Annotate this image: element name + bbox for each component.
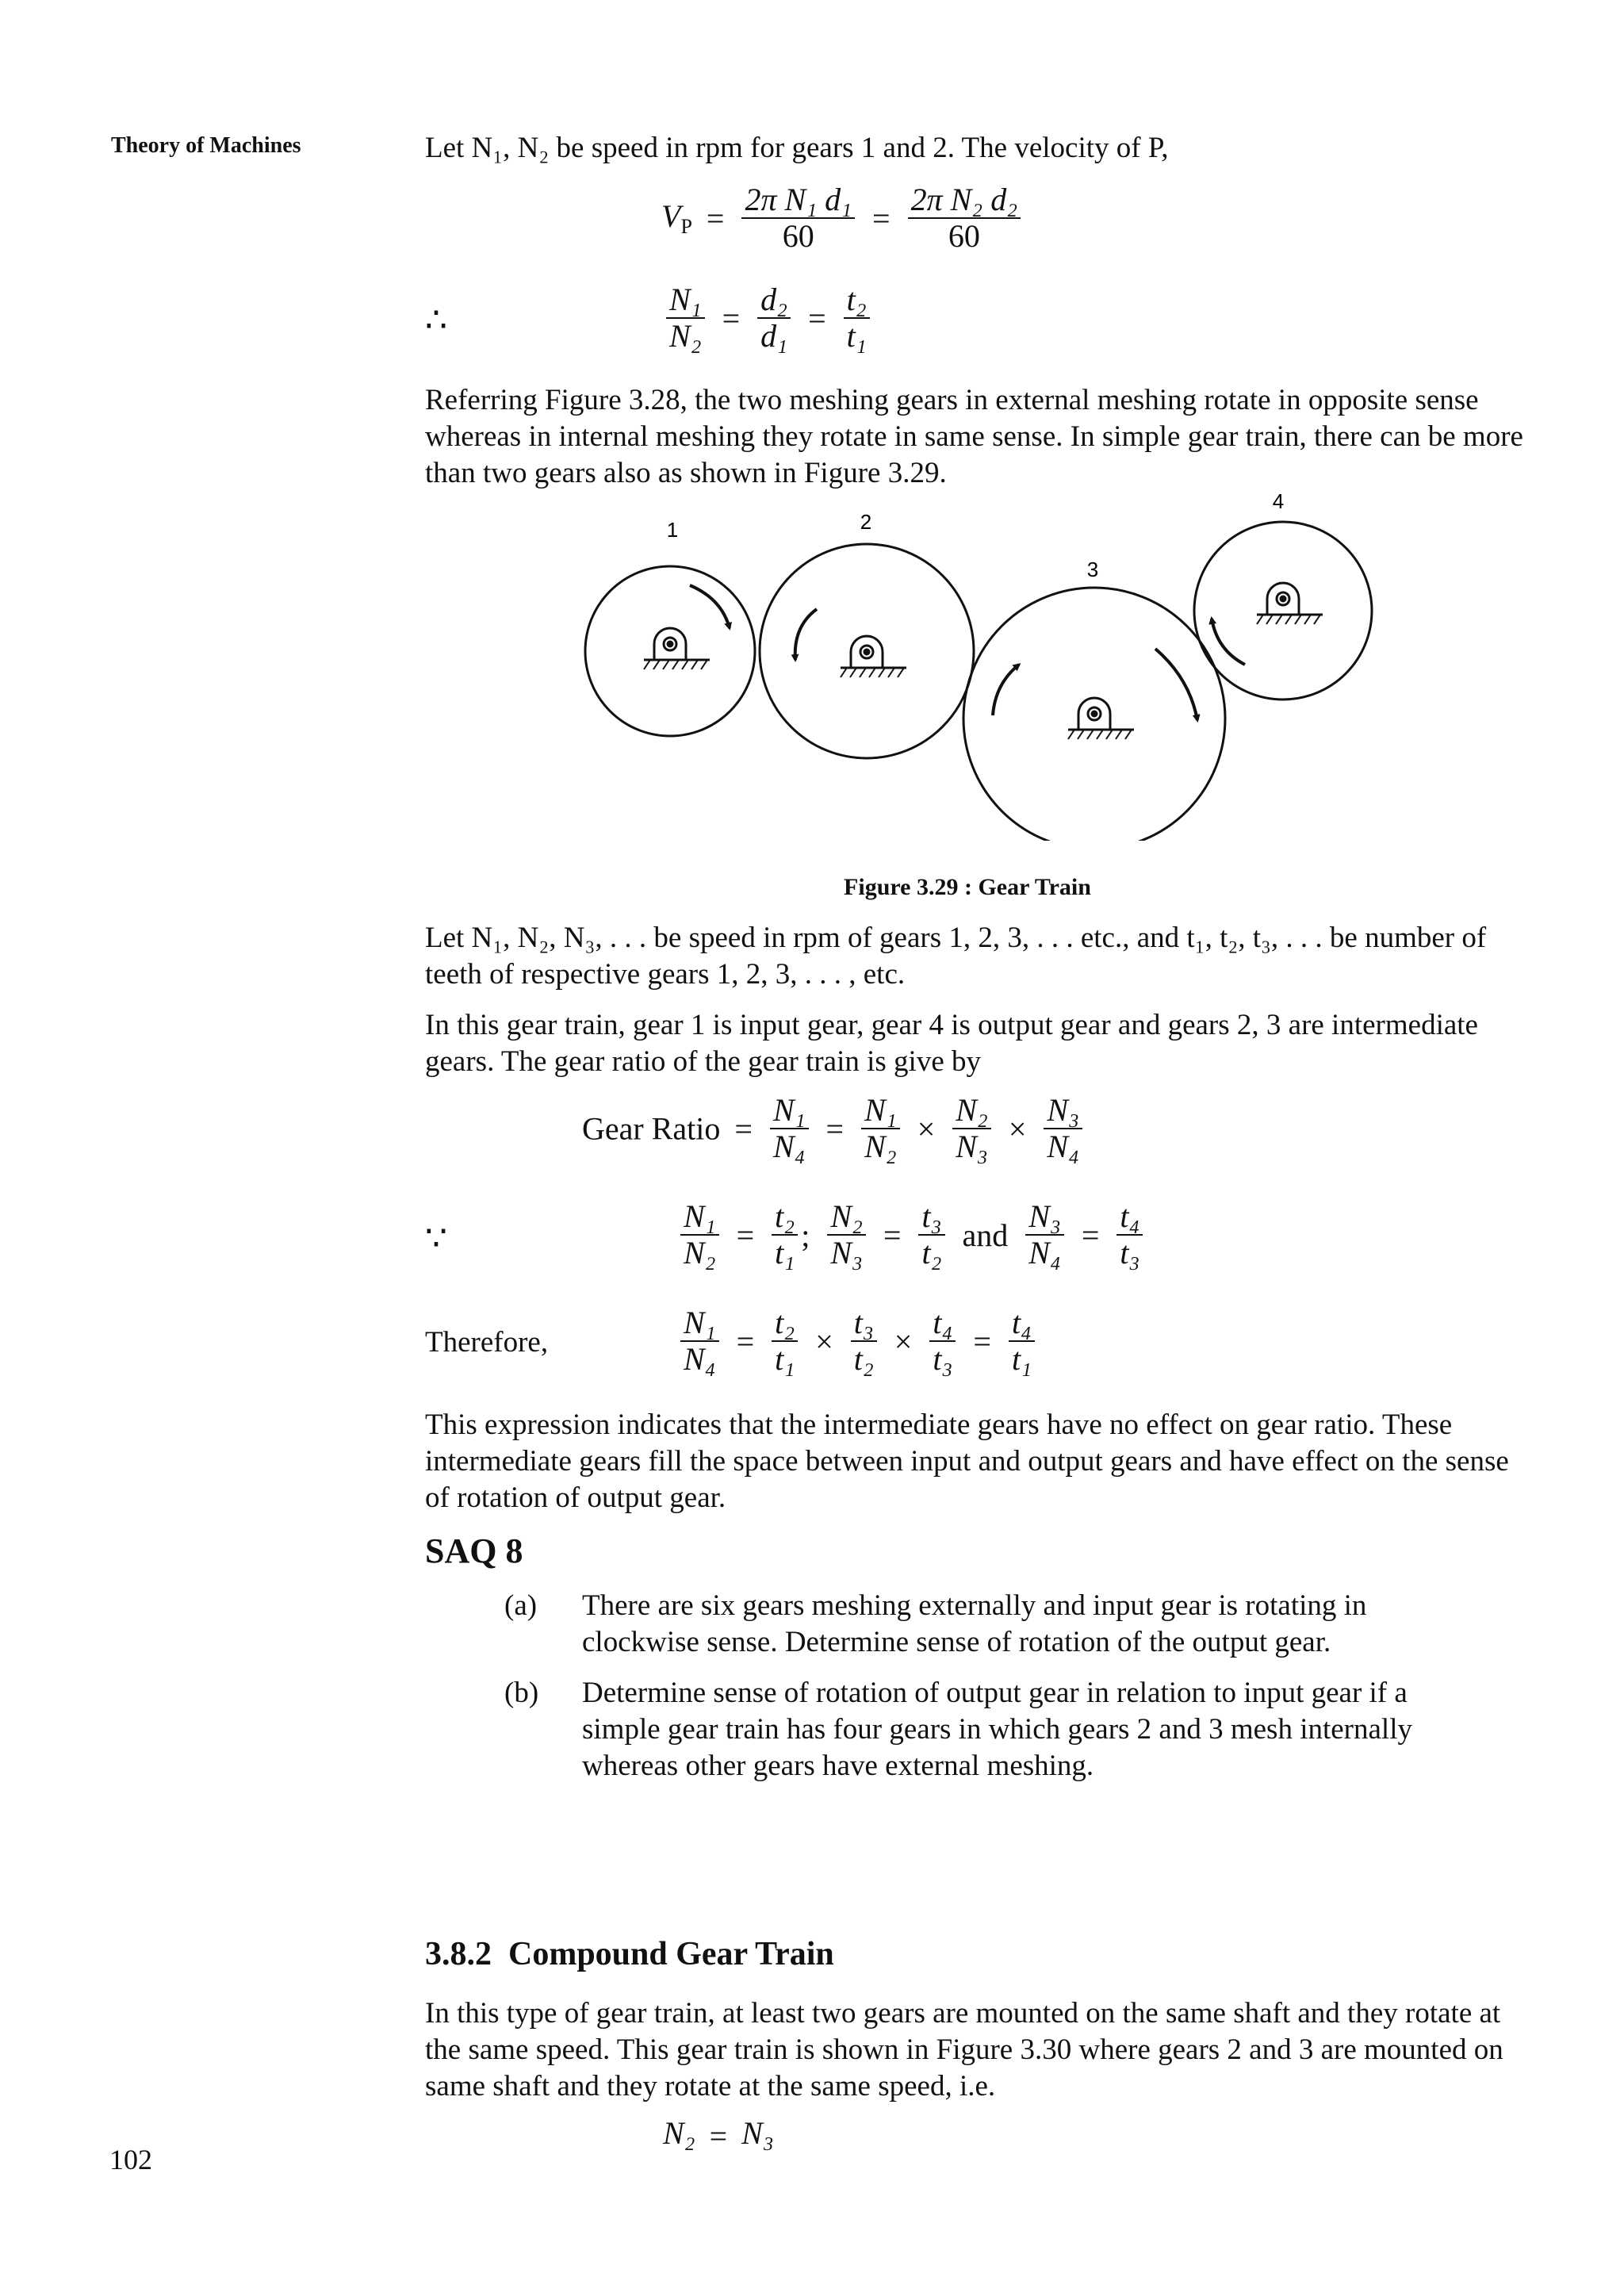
vp-subscript: P: [680, 215, 692, 238]
ratio-n1: N₁: [666, 282, 705, 319]
gr-f4-num: N₃: [1044, 1093, 1082, 1129]
th-b-num: t₂: [772, 1305, 798, 1342]
gear-label-2: 2: [860, 510, 872, 534]
intro-text: Let N₁, N₂ be speed in rpm for gears 1 and 2. The velocity of P,: [425, 132, 1169, 164]
vp-frac2-num: 2π N₂ d₂: [908, 182, 1021, 219]
saq-title: SAQ 8: [425, 1531, 523, 1570]
velocity-equation: $V_P$ = $\frac{\text{2π N₁ d₁}}{60}$ = $\frac{\text{2π N₂ d₂}}{60}$: [661, 182, 1024, 254]
since-f-den: t₃: [1120, 1235, 1140, 1271]
gear-ratio-label: Gear Ratio: [582, 1110, 721, 1147]
ratio-d2: d₂: [757, 282, 791, 319]
th-d-num: t₄: [929, 1305, 956, 1342]
since-f-num: t₄: [1116, 1199, 1143, 1236]
page-number: 102: [109, 2144, 152, 2175]
since-equation: $\frac{\text{N₁}}{\text{N₂}}$ = $\frac{\text{t₂}}{\text{t₁}}$ ; $\frac{\text{N₂}}{\text{N₃}}$ = $\frac{\text{t₃}}{\text{t₂}}$ and $\frac{\text{N₃}}{\text{N₄}}$ = $\frac{\text{t₄}}{\text{t₃}}$: [677, 1199, 1146, 1271]
since-b-num: t₂: [772, 1199, 798, 1236]
since-a-num: N₁: [680, 1199, 719, 1236]
paragraph-notation: Let N₁, N₂, N₃, . . . be speed in rpm of gears 1, 2, 3, . . . etc., and t₁, t₂, t₃, . . . be number of teeth of respective gears 1, 2, 3, . . . , etc.: [425, 922, 1487, 991]
gr-f4-den: N₄: [1047, 1129, 1079, 1164]
ratio-d1: d₁: [760, 318, 788, 354]
th-c-den: t₂: [853, 1341, 874, 1377]
ratio-equation: $\frac{\text{N₁}}{\text{N₂}}$ = $\frac{\text{d₂}}{\text{d₁}}$ = $\frac{\text{t₂}}{\text{t₁}}$: [663, 282, 873, 354]
gr-f3-den: N₃: [956, 1129, 988, 1164]
vp-frac1-den: 60: [782, 218, 814, 254]
th-b-den: t₁: [775, 1341, 795, 1377]
paragraph-intermediate: This expression indicates that the intermediate gears have no effect on gear ratio. These intermediate gears fill the space between input and output gears and have effect on the sense of rotation of output gear.: [425, 1409, 1509, 1514]
th-c-num: t₃: [851, 1305, 877, 1342]
gear-label-1: 1: [666, 518, 679, 542]
th-e-num: t₄: [1009, 1305, 1035, 1342]
gear-label-4: 4: [1272, 492, 1285, 513]
since-c-num: N₂: [827, 1199, 866, 1236]
saq-item-a-text: There are six gears meshing externally and input gear is rotating in clockwise sense. Determine sense of rotation of the output gear.: [582, 1589, 1367, 1658]
ratio-n2: N₂: [669, 318, 702, 354]
therefore-label: Therefore,: [425, 1326, 549, 1359]
gear-label-3: 3: [1086, 558, 1099, 581]
saq-item-b-label: (b): [504, 1677, 539, 1709]
bearing-support-4: [1257, 583, 1323, 624]
ratio-t1: t₁: [846, 318, 867, 354]
saq-item-b-text: Determine sense of rotation of output gear in relation to input gear if a simple gear train has four gears in which gears 2 and 3 mesh internally whereas other gears have external meshing.: [582, 1677, 1412, 1782]
vp-frac2-den: 60: [948, 218, 980, 254]
rotation-arrow-gear-4-cw: [1155, 649, 1197, 720]
gr-f1-num: N₁: [770, 1093, 809, 1129]
bearing-support-1: [644, 628, 710, 669]
rotation-arrow-gear-4: [1212, 619, 1245, 665]
vp-symbol: V: [661, 198, 681, 234]
section-number: 3.8.2: [425, 1936, 492, 1972]
since-c-den: N₃: [830, 1235, 863, 1271]
section-title: Compound Gear Train: [508, 1936, 834, 1972]
paragraph-meshing: Referring Figure 3.28, the two meshing gears in external meshing rotate in opposite sense whereas in internal meshing they rotate in same sense. In simple gear train, there can be more than two gears also as shown in Figure 3.29.: [425, 384, 1523, 489]
paragraph-compound: In this type of gear train, at least two gears are mounted on the same shaft and they rotate at the same speed. This gear train is shown in Figure 3.30 where gears 2 and 3 are mounted on same shaft and they rotate at the same speed, i.e.: [425, 1997, 1503, 2102]
section-heading: [425, 1935, 834, 1973]
gr-f1-den: N₄: [772, 1129, 806, 1164]
therefore-equation: $\frac{\text{N₁}}{\text{N₄}}$ = $\frac{\text{t₂}}{\text{t₁}}$ × $\frac{\text{t₃}}{\text{t₂}}$ × $\frac{\text{t₄}}{\text{t₃}}$ = $\frac{\text{t₄}}{\text{t₁}}$: [677, 1305, 1038, 1377]
therefore-symbol: ∴: [425, 301, 447, 339]
th-e-den: t₁: [1011, 1341, 1032, 1377]
because-symbol: ∵: [425, 1219, 447, 1258]
since-b-den: t₁: [775, 1235, 795, 1271]
since-a-den: N₂: [684, 1235, 716, 1271]
gear-4: [1194, 522, 1372, 700]
gr-f2-num: N₁: [861, 1093, 900, 1129]
final-equation: N₂ = N₃: [663, 2115, 774, 2155]
rotation-arrow-gear-3: [993, 665, 1019, 715]
figure-caption: Figure 3.29 : Gear Train: [844, 874, 1091, 900]
since-e-num: N₃: [1025, 1199, 1064, 1236]
vp-frac1-num: 2π N₁ d₁: [741, 182, 855, 219]
ratio-t2: t₂: [844, 282, 870, 319]
th-a-num: N₁: [680, 1305, 719, 1342]
rotation-arrow-gear-1: [690, 585, 730, 628]
gear-ratio-equation: Gear Ratio = $\frac{\text{N₁}}{\text{N₄}}$ = $\frac{\text{N₁}}{\text{N₂}}$ × $\frac{\text{N₂}}{\text{N₃}}$ × $\frac{\text{N₃}}{\text{N₄}}$: [582, 1093, 1086, 1164]
running-header: Theory of Machines: [111, 133, 301, 158]
since-e-den: N₄: [1028, 1235, 1061, 1271]
bearing-support-2: [841, 636, 906, 677]
bearing-support-3: [1068, 698, 1134, 739]
gear-train-figure: [555, 492, 1388, 841]
since-d-den: t₂: [921, 1235, 942, 1271]
rotation-arrow-gear-2: [795, 609, 817, 660]
final-rhs: N₃: [741, 2115, 774, 2151]
gr-f2-den: N₂: [864, 1129, 897, 1164]
since-and: and: [962, 1217, 1009, 1253]
th-a-den: N₄: [684, 1341, 716, 1377]
final-lhs: N₂: [663, 2115, 695, 2151]
th-d-den: t₃: [933, 1341, 953, 1377]
saq-item-a-label: (a): [504, 1589, 538, 1622]
paragraph-gear-roles: In this gear train, gear 1 is input gear, gear 4 is output gear and gears 2, 3 are intermediate gears. The gear ratio of the gear train is give by: [425, 1009, 1478, 1078]
gr-f3-num: N₂: [952, 1093, 991, 1129]
since-d-num: t₃: [918, 1199, 944, 1236]
